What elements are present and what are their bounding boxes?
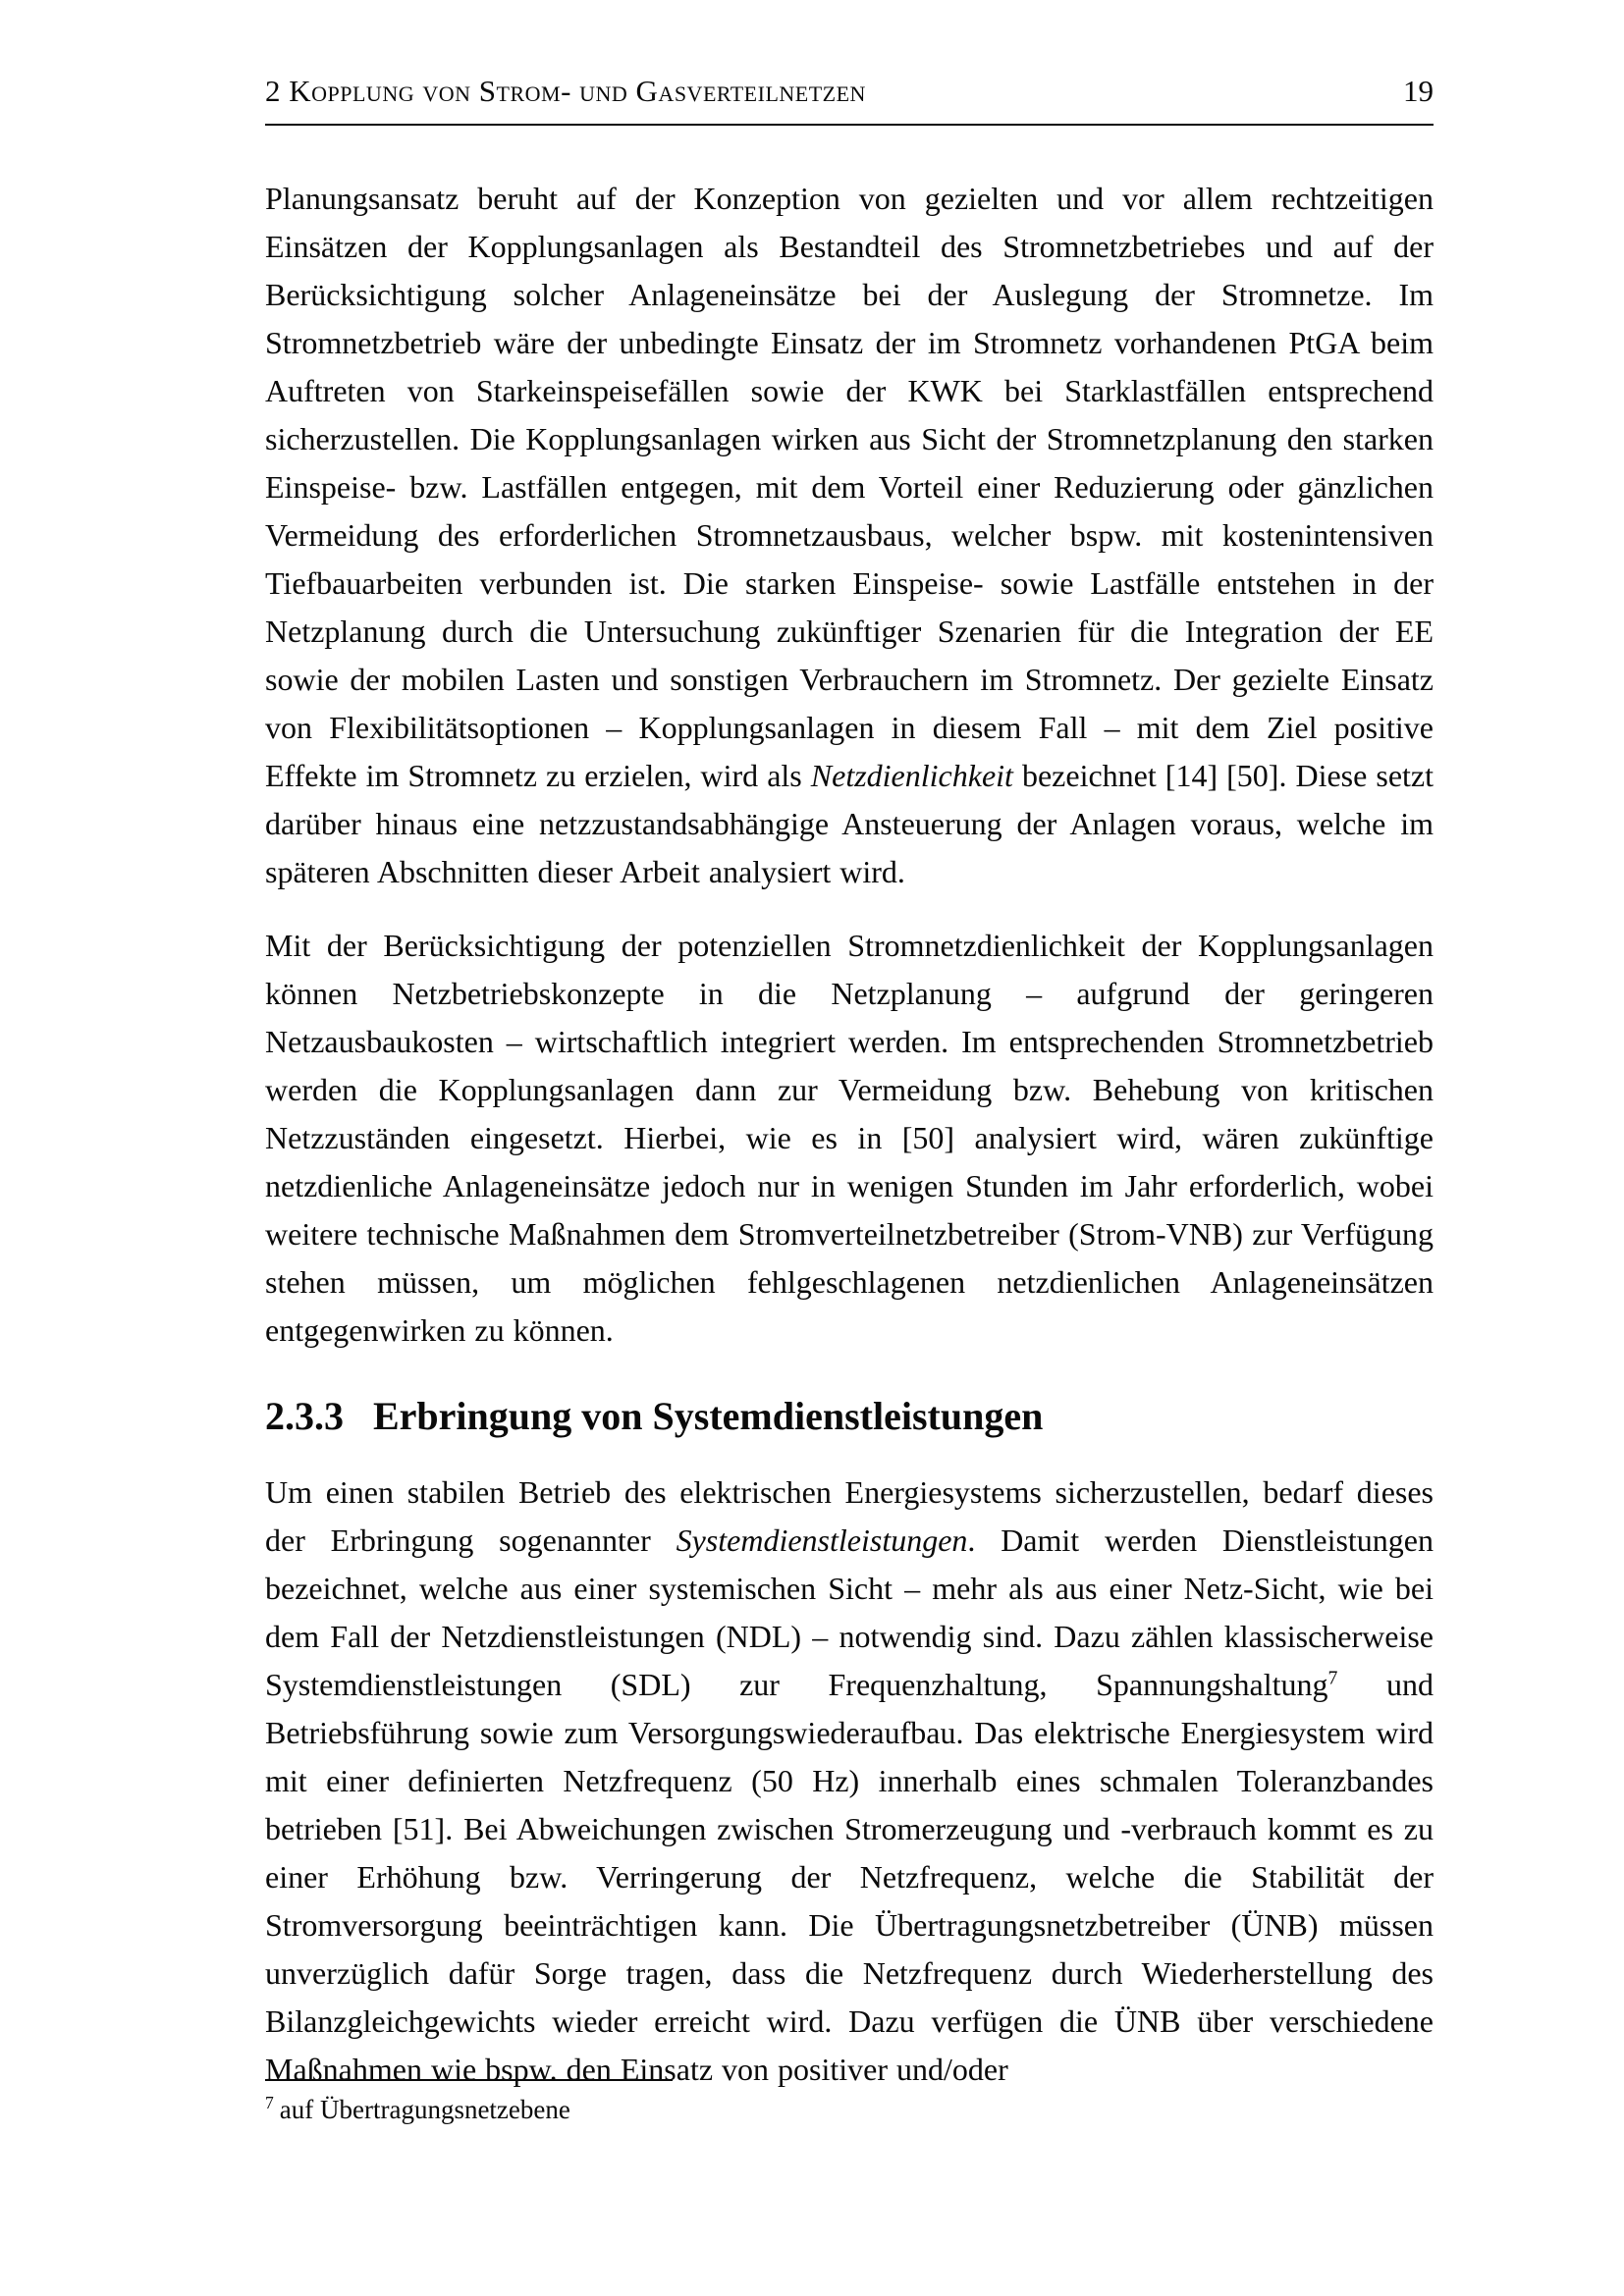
page-number: 19 <box>1403 74 1434 108</box>
italic-term-netzdienlichkeit: Netzdienlichkeit <box>810 758 1013 793</box>
footnote-separator-rule <box>265 2079 673 2081</box>
paragraph-3-text-end: und Betriebsführung sowie zum Versorgungswiederaufbau. Das elektrische Energiesystem wird mit einer definierten Netzfrequenz (50 Hz) innerhalb eines schmalen Toleranzbandes betrieben [51]. Bei Abweichungen zwischen Stromerzeugung und -verbrauch kommt es zu einer Erhöhung bzw. Verringerung der Netzfrequenz, welche die Stabilität der Stromversorgung beeinträchtigen kann. Die Übertragungsnetzbetreiber (ÜNB) müssen unverzüglich dafür Sorge tragen, dass die Netzfrequenz durch Wiederherstellung des Bilanzgleichgewichts wieder erreicht wird. Dazu verfügen die ÜNB über verschiedene Maßnahmen wie bspw. den Einsatz von positiver und/oder <box>265 1667 1435 2087</box>
section-heading-title: Erbringung von Systemdienstleistungen <box>373 1394 1044 1438</box>
footnote-text: auf Übertragungsnetzebene <box>279 2095 570 2124</box>
footnote-reference-7: 7 <box>1327 1667 1338 1689</box>
footnote-area <box>265 2079 1434 2126</box>
paragraph-1-text-end: bezeichnet [14] [50]. Diese setzt darüber hinaus eine netzzustandsabhängige Ansteuerung der Anlagen voraus, welche im späteren Abschnitten dieser Arbeit analysiert wird. <box>265 758 1434 889</box>
text-block <box>265 73 1434 2119</box>
paragraph-2 <box>265 922 1434 1355</box>
section-heading-number: 2.3.3 <box>265 1394 344 1438</box>
footnote-marker: 7 <box>265 2093 274 2112</box>
paragraph-3-text-mid: . Damit werden Dienstleistungen bezeichnet, welche aus einer systemischen Sicht – mehr als aus einer Netz-Sicht, wie bei dem Fall der Netzdienstleistungen (NDL) – notwendig sind. Dazu zählen klassischerweise Systemdienstleistungen (SDL) zur Frequenzhaltung, Spannungshaltung <box>265 1522 1434 1702</box>
paragraph-3 <box>265 1468 1434 2094</box>
paragraph-1-text-start: Planungsansatz beruht auf der Konzeption von gezielten und vor allem rechtzeitigen Einsätzen der Kopplungsanlagen als Bestandteil des Stromnetzbetriebes und auf der Berücksichtigung solcher Anlageneinsätze bei der Auslegung der Stromnetze. Im Stromnetzbetrieb wäre der unbedingte Einsatz der im Stromnetz vorhandenen PtGA beim Auftreten von Starkeinspeisefällen sowie der KWK bei Starklastfällen entsprechend sicherzustellen. Die Kopplungsanlagen wirken aus Sicht der Stromnetzplanung den starken Einspeise- bzw. Lastfällen entgegen, mit dem Vorteil einer Reduzierung oder gänzlichen Vermeidung des erforderlichen Stromnetzausbaus, welcher bspw. mit kostenintensiven Tiefbauarbeiten verbunden ist. Die starken Einspeise- sowie Lastfälle entstehen in der Netzplanung durch die Untersuchung zukünftiger Szenarien für die Integration der EE sowie der mobilen Lasten und sonstigen Verbrauchern im Stromnetz. Der gezielte Einsatz von Flexibilitätsoptionen – Kopplungsanlagen in diesem Fall – mit dem Ziel positive Effekte im Stromnetz zu erzielen, wird als <box>265 181 1434 793</box>
paragraph-2-text: Mit der Berücksichtigung der potenziellen Stromnetzdienlichkeit der Kopplungsanlagen können Netzbetriebskonzepte in die Netzplanung – aufgrund der geringeren Netzausbaukosten – wirtschaftlich integriert werden. Im entsprechenden Stromnetzbetrieb werden die Kopplungsanlagen dann zur Vermeidung bzw. Behebung von kritischen Netzzuständen eingesetzt. Hierbei, wie es in [50] analysiert wird, wären zukünftige netzdienliche Anlageneinsätze jedoch nur in wenigen Stunden im Jahr erforderlich, wobei weitere technische Maßnahmen dem Stromverteilnetzbetreiber (Strom-VNB) zur Verfügung stehen müssen, um möglichen fehlgeschlagenen netzdienlichen Anlageneinsätzen entgegenwirken zu können. <box>265 928 1434 1348</box>
italic-term-systemdienstleistungen: Systemdienstleistungen <box>676 1522 968 1558</box>
chapter-header-title: 2 Kopplung von Strom- und Gasverteilnetzen <box>265 74 866 108</box>
running-header <box>265 73 1434 126</box>
paragraph-3-text-start: Um einen stabilen Betrieb des elektrischen Energiesystems sicherzustellen, bedarf dieses der Erbringung sogenannter <box>265 1474 1434 1558</box>
footnote <box>265 2093 1434 2126</box>
paragraph-1 <box>265 175 1434 896</box>
section-heading <box>265 1394 1434 1439</box>
body-text <box>265 175 1434 2094</box>
